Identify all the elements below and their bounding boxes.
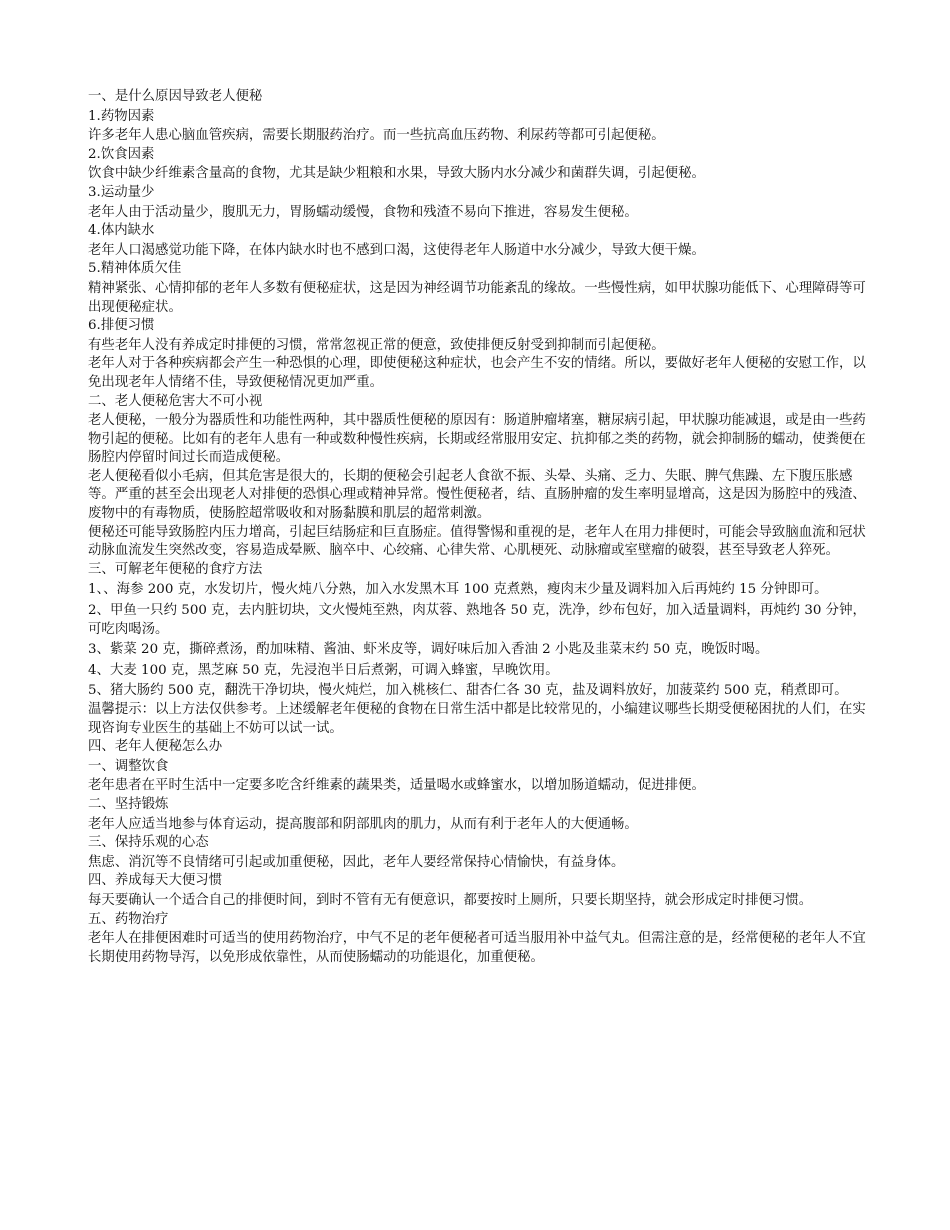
paragraph: 老人便秘，一般分为器质性和功能性两种，其中器质性便秘的原因有：肠道肿瘤堵塞，糖尿病引起，甲状腺功能减退，或是由一些药物引起的便秘。比如有的老年人患有一种或数种慢性疾病，长期或经常服用安定、抗抑郁之类的药物，就会抑制肠的蠕动，使粪便在肠腔内停留时间过长而造成便秘。	[88, 413, 866, 466]
section-heading-diet-therapy: 三、可解老年便秘的食疗方法	[88, 561, 263, 577]
subheading-medication: 五、药物治疗	[88, 911, 169, 927]
paragraph: 便秘还可能导致肠腔内压力增高，引起巨结肠症和巨直肠症。值得警惕和重视的是，老年人在用力排便时，可能会导致脑血流和冠状动脉血流发生突然改变，容易造成晕厥、脑卒中、心绞痛、心律失常、心肌梗死、动脉瘤或室壁瘤的破裂，甚至导致老人猝死。	[88, 524, 866, 559]
paragraph: 每天要确认一个适合自己的排便时间，到时不管有无有便意识，都要按时上厕所，只要长期坚持，就会形成定时排便习惯。	[88, 892, 813, 908]
subheading-adjust-diet: 一、调整饮食	[88, 758, 169, 774]
paragraph: 老年患者在平时生活中一定要多吃含纤维素的蔬果类，适量喝水或蜂蜜水，以增加肠道蠕动，促进排便。	[88, 778, 705, 794]
recipe-item: 1、、海参 200 克，水发切片，慢火炖八分熟，加入水发黑木耳 100 克煮熟，瘦肉末少量及调料加入后再炖约 15 分钟即可。	[88, 582, 828, 598]
paragraph: 老年人由于活动量少，腹肌无力，胃肠蠕动缓慢，食物和残渣不易向下推进，容易发生便秘。	[88, 204, 638, 220]
section-heading-remedies: 四、老年人便秘怎么办	[88, 739, 223, 755]
subheading-exercise: 3.运动量少	[88, 184, 155, 200]
recipe-item: 4、大麦 100 克，黑芝麻 50 克，先浸泡半日后煮粥，可调入蜂蜜，早晚饮用。	[88, 662, 559, 678]
subheading-dehydration: 4.体内缺水	[88, 223, 155, 239]
paragraph: 老年人应适当地参与体育运动，提高腹部和阴部肌肉的肌力，从而有利于老年人的大便通畅。	[88, 816, 638, 832]
paragraph: 老年人在排便困难时可适当的使用药物治疗，中气不足的老年便秘者可适当服用补中益气丸。但需注意的是，经常便秘的老年人不宜长期使用药物导泻，以免形成依靠性，从而使肠蠕动的功能退化，加重便秘。	[88, 931, 866, 965]
subheading-habits: 6.排便习惯	[88, 318, 155, 334]
paragraph: 焦虑、消沉等不良情绪可引起或加重便秘，因此，老年人要经常保持心情愉快，有益身体。	[88, 854, 625, 870]
subheading-diet: 2.饮食因素	[88, 146, 155, 162]
paragraph: 老年人对于各种疾病都会产生一种恐惧的心理，即使便秘这种症状，也会产生不安的情绪。所以，要做好老年人便秘的安慰工作，以免出现老年人情绪不佳，导致便秘情况更加严重。	[88, 356, 866, 390]
subheading-mindset: 三、保持乐观的心态	[88, 835, 209, 851]
subheading-exercise-2: 二、坚持锻炼	[88, 796, 169, 812]
paragraph: 老人便秘看似小毛病，但其危害是很大的，长期的便秘会引起老人食欲不振、头晕、头痛、乏力、失眠、脾气焦躁、左下腹压胀感等。严重的甚至会出现老人对排便的恐惧心理或精神异常。慢性便秘者，结、直肠肿瘤的发生率明显增高，这是因为肠腔中的残渣、废物中的有毒物质，使肠腔超常吸收和对肠黏膜和肌层的超常刺激。	[88, 468, 866, 522]
subheading-routine: 四、养成每天大便习惯	[88, 873, 223, 889]
subheading-drugs: 1.药物因素	[88, 108, 155, 124]
section-heading-causes: 一、是什么原因导致老人便秘	[88, 89, 263, 104]
paragraph: 老年人口渴感觉功能下降，在体内缺水时也不感到口渴，这使得老年人肠道中水分减少，导致大便干燥。	[88, 242, 705, 258]
paragraph: 有些老年人没有养成定时排便的习惯，常常忽视正常的便意，致使排便反射受到抑制而引起便秘。	[88, 337, 665, 353]
tip-paragraph: 温馨提示：以上方法仅供参考。上述缓解老年便秘的食物在日常生活中都是比较常见的，小编建议哪些长期受便秘困扰的人们，在实现咨询专业医生的基础上不妨可以试一试。	[88, 702, 866, 736]
recipe-item: 3、紫菜 20 克，撕碎煮汤，酌加味精、酱油、虾米皮等，调好味后加入香油 2 小匙及韭菜末约 50 克，晚饭时喝。	[88, 642, 769, 658]
section-heading-harm: 二、老人便秘危害大不可小视	[88, 393, 263, 409]
recipe-item: 2、甲鱼一只约 500 克，去内脏切块，文火慢炖至熟，肉苁蓉、熟地各 50 克，洗净，纱布包好，加入适量调料，再炖约 30 分钟，可吃肉喝汤。	[88, 603, 866, 637]
recipe-item: 5、猪大肠约 500 克，翻洗干净切块，慢火炖烂，加入桃核仁、甜杏仁各 30 克，盐及调料放好，加菠菜约 500 克，稍煮即可。	[88, 683, 848, 699]
document-body	[88, 88, 868, 967]
subheading-mental: 5.精神体质欠佳	[88, 261, 182, 277]
paragraph: 许多老年人患心脑血管疾病，需要长期服药治疗。而一些抗高血压药物、利尿药等都可引起便秘。	[88, 128, 665, 144]
paragraph: 精神紧张、心情抑郁的老年人多数有便秘症状，这是因为神经调节功能紊乱的缘故。一些慢性病，如甲状腺功能低下、心理障碍等可出现便秘症状。	[88, 280, 866, 315]
paragraph: 饮食中缺少纤维素含量高的食物，尤其是缺少粗粮和水果，导致大肠内水分减少和菌群失调，引起便秘。	[88, 166, 705, 182]
